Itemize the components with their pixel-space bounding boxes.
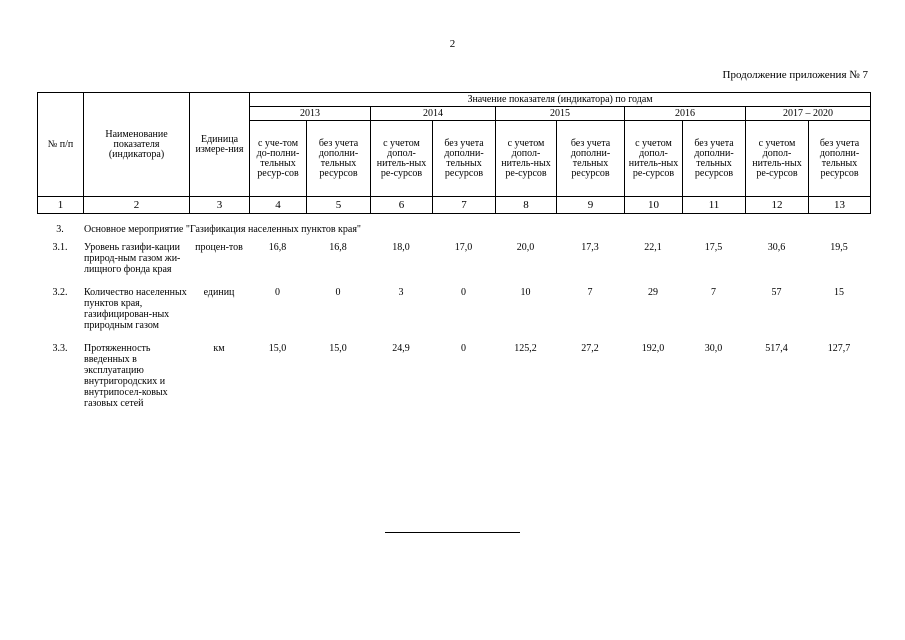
row-value: 30,0	[704, 343, 723, 354]
table-row	[37, 343, 870, 421]
footer-divider	[385, 532, 520, 533]
row-value: 0	[335, 287, 341, 298]
row-value: 517,4	[765, 343, 788, 354]
row-number: 3.3.	[52, 343, 68, 354]
row-value: 15	[834, 287, 845, 298]
header-col-unit: Единица измере-ния	[190, 93, 250, 197]
row-value: 30,6	[767, 242, 786, 253]
header-year: 2014	[371, 107, 496, 121]
column-number: 9	[557, 197, 625, 214]
section-title: Основное мероприятие "Газификация населенных пунктов края"	[84, 224, 362, 235]
header-without-resources: без учета дополни-тельных ресурсов	[307, 121, 371, 197]
header-year: 2017 – 2020	[746, 107, 871, 121]
row-value: 17,0	[454, 242, 473, 253]
column-number: 12	[746, 197, 809, 214]
header-values-group: Значение показателя (индикатора) по годам	[250, 93, 871, 107]
row-value: 15,0	[268, 343, 287, 354]
header-with-resources: с учетом допол-нитель-ных ре-сурсов	[371, 121, 433, 197]
table-row	[37, 287, 870, 343]
header-with-resources: с уче-том до-полни-тельных ресур-сов	[250, 121, 307, 197]
section-row	[37, 224, 870, 242]
row-value: 27,2	[581, 343, 599, 354]
row-value: 192,0	[641, 343, 665, 354]
column-number: 8	[496, 197, 557, 214]
column-number: 11	[683, 197, 746, 214]
row-value: 18,0	[392, 242, 410, 253]
header-col-name: Наименование показателя (индикатора)	[84, 93, 190, 197]
continuation-label: Продолжение приложения № 7	[722, 69, 868, 81]
row-value: 0	[461, 287, 466, 298]
header-year: 2013	[250, 107, 371, 121]
section-number: 3.	[56, 224, 64, 235]
row-value: 16,8	[268, 242, 287, 253]
row-value: 57	[771, 287, 782, 298]
row-value: 0	[461, 343, 466, 354]
row-value: 7	[587, 287, 593, 298]
row-value: 0	[275, 287, 280, 298]
row-value: 22,1	[644, 242, 662, 253]
column-number: 3	[190, 197, 250, 214]
row-value: 24,9	[392, 343, 410, 354]
header-without-resources: без учета дополни-тельных ресурсов	[683, 121, 746, 197]
row-value: 15,0	[329, 343, 347, 354]
header-year: 2015	[496, 107, 625, 121]
row-value: 3	[398, 287, 404, 298]
row-unit: процен-тов	[195, 242, 243, 253]
column-number: 2	[84, 197, 190, 214]
row-name: Количество населенных пунктов края, газифицирован-ных природным газом	[84, 287, 187, 331]
column-number: 5	[307, 197, 371, 214]
row-value: 17,5	[704, 242, 723, 253]
column-number: 13	[809, 197, 871, 214]
header-with-resources: с учетом допол-нитель-ных ре-сурсов	[746, 121, 809, 197]
row-name: Протяженность введенных в эксплуатацию внутригородских и внутрипосел-ковых газовых сетей	[84, 343, 168, 409]
column-number: 1	[38, 197, 84, 214]
column-number: 7	[433, 197, 496, 214]
column-number: 6	[371, 197, 433, 214]
row-number: 3.1.	[52, 242, 68, 253]
row-name: Уровень газифи-кации природ-ным газом жи-лищного фонда края	[84, 242, 181, 275]
row-value: 29	[648, 287, 658, 298]
row-value: 127,7	[827, 343, 851, 354]
header-year: 2016	[625, 107, 746, 121]
table-header	[37, 92, 871, 214]
row-unit: единиц	[203, 287, 235, 298]
row-unit: км	[213, 343, 225, 354]
row-value: 17,3	[581, 242, 599, 253]
column-number: 4	[250, 197, 307, 214]
column-number: 10	[625, 197, 683, 214]
row-number: 3.2.	[52, 287, 68, 298]
row-value: 16,8	[329, 242, 347, 253]
page-number: 2	[449, 38, 456, 50]
row-value: 7	[711, 287, 716, 298]
row-value: 19,5	[830, 242, 848, 253]
table-row	[37, 242, 870, 287]
header-without-resources: без учета дополни-тельных ресурсов	[557, 121, 625, 197]
row-value: 125,2	[514, 343, 537, 354]
table-body	[37, 224, 870, 421]
row-value: 10	[520, 287, 531, 298]
header-with-resources: с учетом допол-нитель-ных ре-сурсов	[496, 121, 557, 197]
header-col-number: № п/п	[38, 93, 84, 197]
header-without-resources: без учета дополни-тельных ресурсов	[433, 121, 496, 197]
header-with-resources: с учетом допол-нитель-ных ре-сурсов	[625, 121, 683, 197]
header-without-resources: без учета дополни-тельных ресурсов	[809, 121, 871, 197]
row-value: 20,0	[516, 242, 535, 253]
